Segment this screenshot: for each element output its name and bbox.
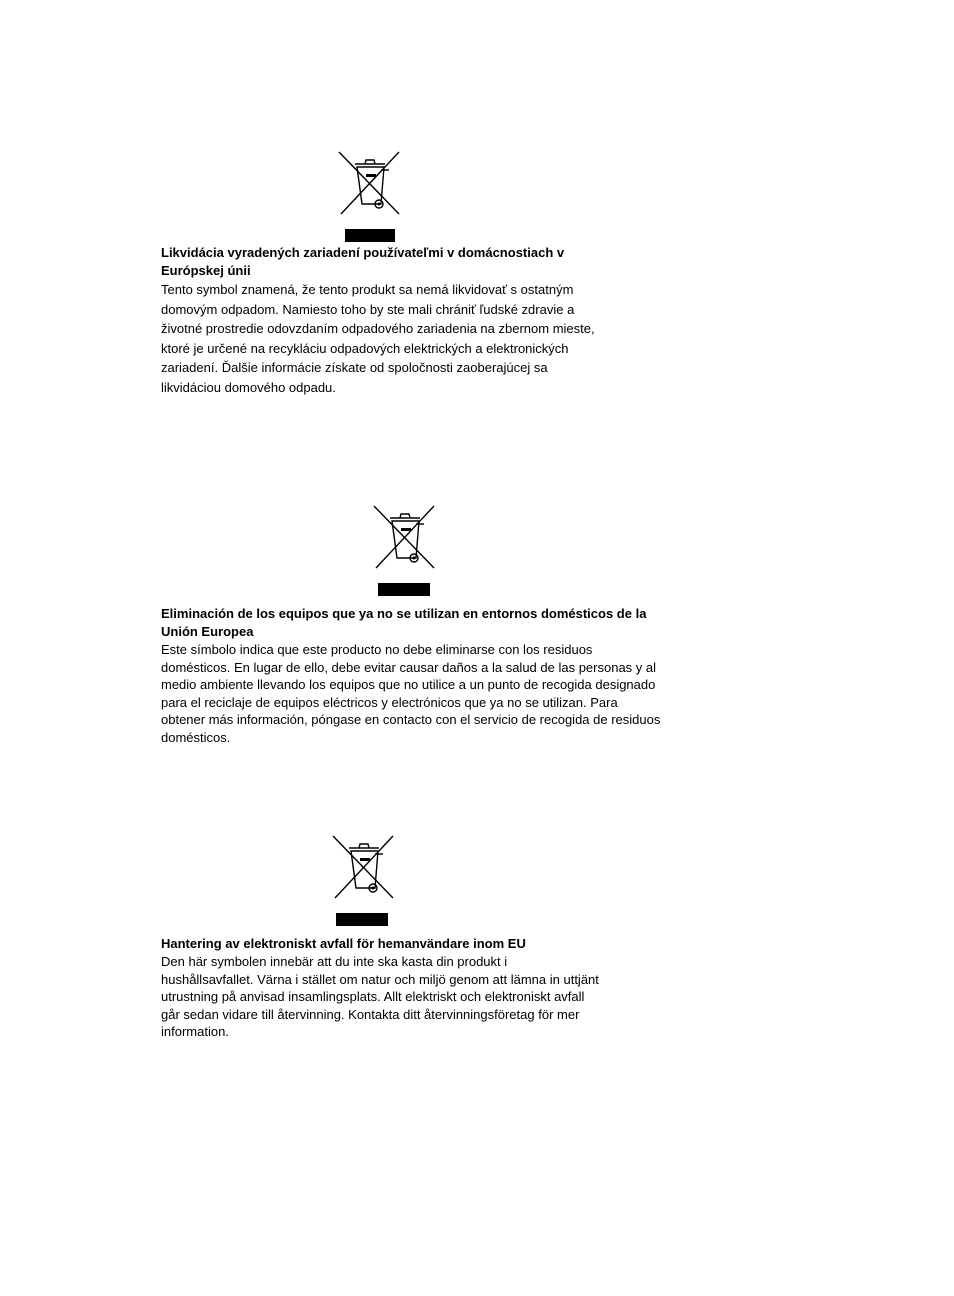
weee-notice-slovak <box>161 244 601 397</box>
weee-notice-spanish <box>161 605 661 747</box>
notice-body: Este símbolo indica que este producto no debe eliminarse con los residuos domésticos. En lugar de ello, debe evitar causar daños a la salud de las personas y al medio ambiente llevando los equipos que no utilice a un punto de recogida designado para el reciclaje de equipos eléctricos y electrónicos que ya no se utilizan. Para obtener más información, póngase en contacto con el servicio de recogida de residuos domésticos. <box>161 642 661 745</box>
notice-body: Tento symbol znamená, že tento produkt sa nemá likvidovať s ostatným domovým odpadom. Namiesto toho by ste mali chrániť ľudské zdravie a životné prostredie odovzdaním odpadového zariadenia na zbernom mieste, ktoré je určené na recykláciu odpadových elektrických a elektronických zariadení. Ďalšie informácie získate od spoločnosti zaoberajúcej sa likvidáciou domového odpadu. <box>161 282 595 395</box>
crossed-out-wheelie-bin-icon <box>331 834 397 926</box>
notice-title: Eliminación de los equipos que ya no se utilizan en entornos domésticos de la Unión Europea <box>161 606 647 639</box>
crossed-out-wheelie-bin-icon <box>372 504 438 596</box>
notice-title: Likvidácia vyradených zariadení používateľmi v domácnostiach v Európskej únii <box>161 245 565 278</box>
notice-title: Hantering av elektroniskt avfall för hemanvändare inom EU <box>161 936 526 951</box>
notice-body: Den här symbolen innebär att du inte ska kasta din produkt i hushållsavfallet. Värna i stället om natur och miljö genom att lämna in uttjänt utrustning på anvisad insamlingsplats. Allt elektriskt och elektroniskt avfall går sedan vidare till återvinning. Kontakta ditt återvinningsföretag för mer information. <box>161 954 599 1040</box>
weee-notice-swedish <box>161 935 601 1041</box>
crossed-out-wheelie-bin-icon <box>337 150 403 242</box>
